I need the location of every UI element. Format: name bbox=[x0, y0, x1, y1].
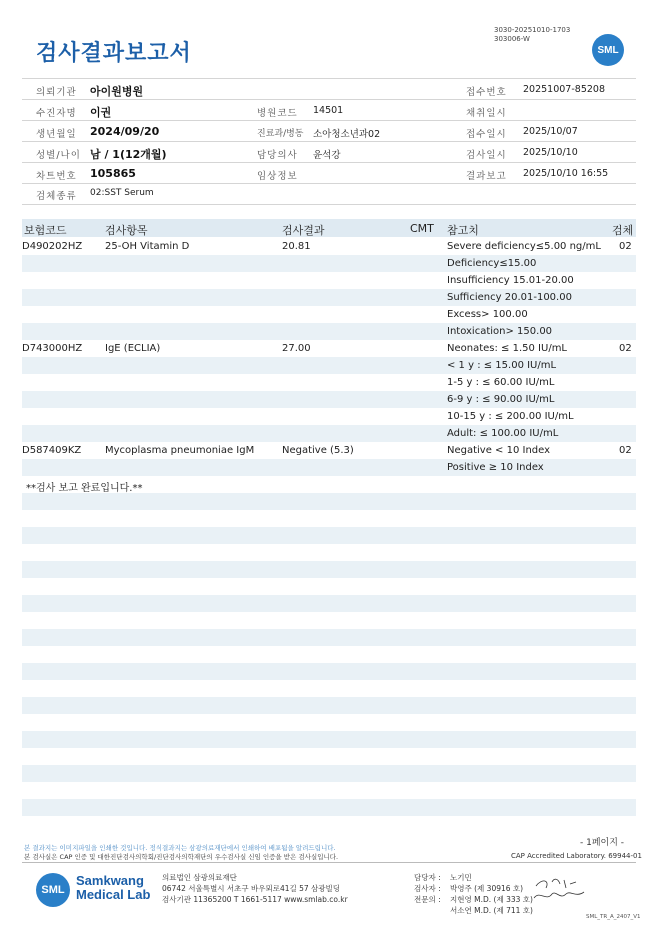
row-ref: Negative < 10 Index bbox=[447, 445, 551, 456]
stripe bbox=[22, 731, 636, 748]
stripe bbox=[22, 595, 636, 612]
row-result: 20.81 bbox=[282, 241, 311, 252]
stripe bbox=[22, 493, 636, 510]
col-spec-header: 검체 bbox=[612, 224, 634, 237]
examiner-label: 검사자 : bbox=[414, 884, 441, 893]
reception-no-value: 20251007-85208 bbox=[523, 84, 606, 95]
specimen-label: 검체종류 bbox=[36, 191, 77, 202]
org-name: 의료법인 삼광의료재단 bbox=[162, 873, 237, 882]
row-ref: Intoxication> 150.00 bbox=[447, 326, 553, 337]
col-result-header: 검사결과 bbox=[282, 224, 325, 237]
col-cmt-header: CMT bbox=[410, 222, 434, 235]
hospital-value: 아이원병원 bbox=[90, 85, 144, 98]
sml-footer-logo: SML bbox=[36, 873, 70, 907]
doctor-label: 담당의사 bbox=[257, 150, 298, 161]
row-code: D587409KZ bbox=[22, 445, 82, 456]
row-item: Mycoplasma pneumoniae IgM bbox=[105, 445, 255, 456]
chart-value: 105865 bbox=[90, 167, 136, 180]
divider bbox=[22, 78, 636, 79]
divider bbox=[22, 162, 636, 163]
row-ref: Insufficiency 15.01-20.00 bbox=[447, 275, 574, 286]
divider bbox=[22, 99, 636, 100]
report-value: 2025/10/10 16:55 bbox=[523, 168, 609, 179]
stripe bbox=[22, 561, 636, 578]
row-ref: 1-5 y : ≤ 60.00 IU/mL bbox=[447, 377, 555, 388]
specimen-value: 02:SST Serum bbox=[90, 188, 154, 198]
manager-value: 노기민 bbox=[450, 873, 472, 882]
row-code: D743000HZ bbox=[22, 343, 83, 354]
divider bbox=[22, 120, 636, 121]
stripe bbox=[22, 629, 636, 646]
row-ref: < 1 y : ≤ 15.00 IU/mL bbox=[447, 360, 557, 371]
col-ref-header: 참고치 bbox=[447, 224, 479, 237]
divider bbox=[22, 183, 636, 184]
specialist-label: 전문의 : bbox=[414, 895, 441, 904]
row-spec: 02 bbox=[619, 343, 632, 354]
divider bbox=[22, 141, 636, 142]
row-ref: Sufficiency 20.01-100.00 bbox=[447, 292, 572, 303]
row-ref: 10-15 y : ≤ 200.00 IU/mL bbox=[447, 411, 574, 422]
cap-accreditation: CAP Accredited Laboratory. 69944-01 bbox=[511, 852, 642, 860]
birth-label: 생년월일 bbox=[36, 129, 77, 140]
dept-label: 진료과/병동 bbox=[257, 129, 304, 139]
hospital-code-value: 14501 bbox=[313, 105, 344, 116]
reception-no-label: 접수번호 bbox=[466, 87, 507, 98]
report-label: 결과보고 bbox=[466, 171, 507, 182]
form-version: SML_TR_A_2407_V1 bbox=[586, 914, 641, 920]
row-spec: 02 bbox=[619, 241, 632, 252]
row-ref: Severe deficiency≤5.00 ng/mL bbox=[447, 241, 601, 252]
doctor-value: 윤석강 bbox=[313, 150, 341, 161]
test-date-label: 검사일시 bbox=[466, 150, 507, 161]
specialist-value-2: 서소연 M.D. (제 711 호) bbox=[450, 906, 533, 915]
specialist-value-1: 지현영 M.D. (제 333 호) bbox=[450, 895, 533, 904]
dept-value: 소아청소년과02 bbox=[313, 129, 381, 140]
row-ref: Neonates: ≤ 1.50 IU/mL bbox=[447, 343, 567, 354]
company-name bbox=[76, 874, 150, 902]
sml-logo: SML bbox=[592, 34, 624, 66]
row-result: 27.00 bbox=[282, 343, 311, 354]
birth-value: 2024/09/20 bbox=[90, 125, 160, 138]
clinical-label: 임상정보 bbox=[257, 171, 298, 182]
divider bbox=[22, 204, 636, 205]
hospital-label: 의뢰기관 bbox=[36, 87, 77, 98]
sex-age-label: 성별/나이 bbox=[36, 150, 81, 161]
stripe bbox=[22, 527, 636, 544]
stripe bbox=[22, 697, 636, 714]
org-contact: 검사기관 11365200 T 1661-5117 www.smlab.co.kr bbox=[162, 895, 348, 904]
stripe bbox=[22, 765, 636, 782]
test-date-value: 2025/10/10 bbox=[523, 147, 578, 158]
row-item: IgE (ECLIA) bbox=[105, 343, 161, 354]
document-id-line-1: 3030-20251010-1703 bbox=[494, 26, 571, 34]
hospital-code-label: 병원코드 bbox=[257, 108, 298, 119]
signature-image bbox=[530, 876, 588, 906]
row-spec: 02 bbox=[619, 445, 632, 456]
sex-age-value: 남 / 1(12개월) bbox=[90, 148, 167, 161]
row-ref: Deficiency≤15.00 bbox=[447, 258, 537, 269]
footer-notice-image: 본 결과지는 이미지파일을 인쇄한 것입니다. 정식결과지는 삼광의료재단에서 인쇄하여 배포됨을 알려드립니다. bbox=[24, 844, 336, 852]
stripe bbox=[22, 255, 636, 272]
stripe bbox=[22, 663, 636, 680]
company-name-line-2: Medical Lab bbox=[76, 887, 151, 902]
document-id-line-2: 303006-W bbox=[494, 35, 530, 43]
company-name-line-1: Samkwang bbox=[76, 873, 144, 888]
completion-note: **검사 보고 완료입니다.** bbox=[26, 483, 143, 494]
row-result: Negative (5.3) bbox=[282, 445, 354, 456]
reception-date-label: 접수일시 bbox=[466, 129, 507, 140]
reception-date-value: 2025/10/07 bbox=[523, 126, 578, 137]
row-ref: Excess> 100.00 bbox=[447, 309, 528, 320]
patient-label: 수진자명 bbox=[36, 108, 77, 119]
row-code: D490202HZ bbox=[22, 241, 83, 252]
row-ref: 6-9 y : ≤ 90.00 IU/mL bbox=[447, 394, 555, 405]
org-address: 06742 서울특별시 서초구 바우뫼로41길 57 삼광빌딩 bbox=[162, 884, 341, 893]
examiner-value: 박영주 (제 30916 호) bbox=[450, 884, 524, 893]
row-ref: Positive ≥ 10 Index bbox=[447, 462, 544, 473]
row-ref: Adult: ≤ 100.00 IU/mL bbox=[447, 428, 559, 439]
manager-label: 담당자 : bbox=[414, 873, 441, 882]
collect-label: 채취일시 bbox=[466, 108, 507, 119]
footer-notice-cap: 본 검사실은 CAP 인증 및 대한진단검사의학회/진단검사의학재단의 우수검사실 신임 인증을 받은 검사실입니다. bbox=[24, 853, 339, 861]
col-code-header: 보험코드 bbox=[24, 224, 67, 237]
footer-divider bbox=[22, 862, 636, 863]
patient-value: 이권 bbox=[90, 106, 112, 119]
row-item: 25-OH Vitamin D bbox=[105, 241, 190, 252]
document-id bbox=[494, 26, 570, 44]
stripe bbox=[22, 799, 636, 816]
page-number: - 1페이지 - bbox=[580, 838, 625, 848]
chart-label: 차트번호 bbox=[36, 171, 77, 182]
page-title: 검사결과보고서 bbox=[36, 41, 192, 66]
col-item-header: 검사항목 bbox=[105, 224, 148, 237]
